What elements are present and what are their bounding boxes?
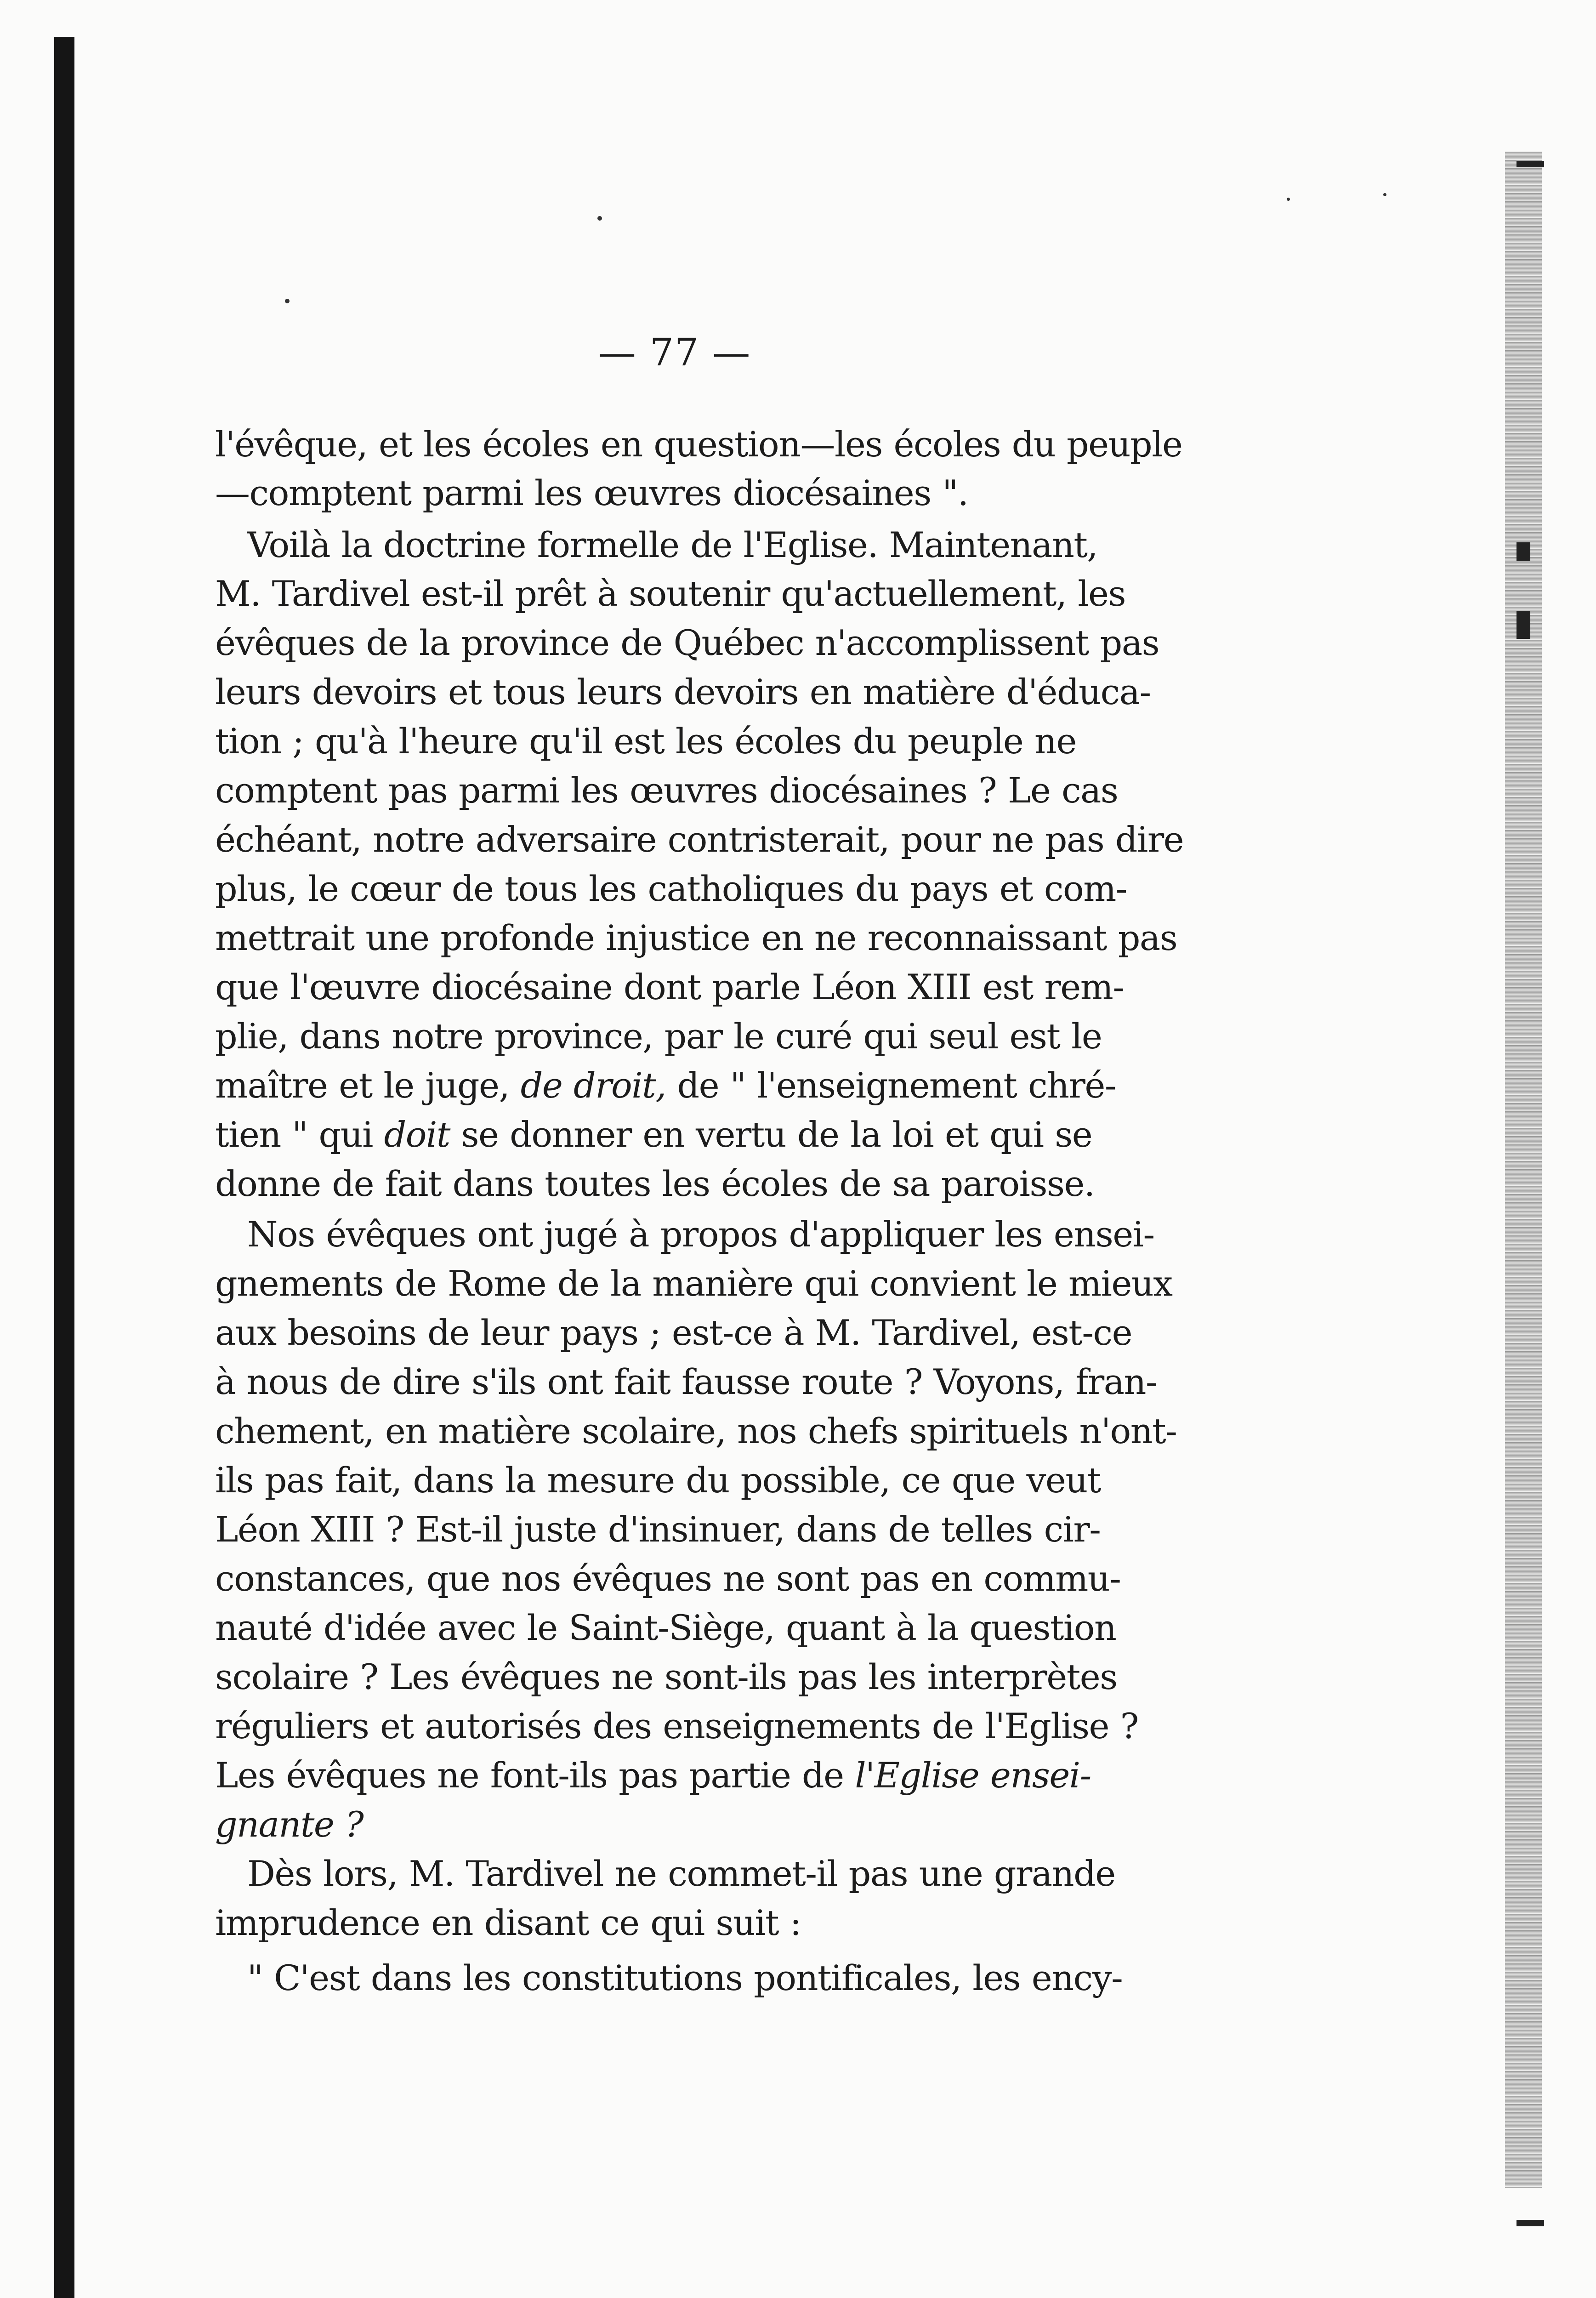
text-run: maître et le juge, xyxy=(215,1065,521,1106)
text-line: mettrait une profonde injustice en ne reconnaissant pas xyxy=(215,917,1177,958)
text-line: comptent pas parmi les œuvres diocésaines ? Le cas xyxy=(215,770,1118,811)
dust-speck xyxy=(1287,198,1290,201)
text-run: Les évêques ne font-ils pas partie de xyxy=(215,1755,855,1796)
edge-mark xyxy=(1516,2220,1544,2226)
text-line: Léon XIII ? Est-il juste d'insinuer, dans de telles cir- xyxy=(215,1509,1101,1550)
edge-mark xyxy=(1516,542,1530,561)
text-line: que l'œuvre diocésaine dont parle Léon XIII est rem- xyxy=(215,967,1124,1007)
dust-speck xyxy=(1383,193,1386,196)
paragraph-start: Nos évêques ont jugé à propos d'appliquer les ensei- xyxy=(247,1214,1154,1255)
text-line: constances, que nos évêques ne sont pas en commu- xyxy=(215,1558,1121,1599)
text-line xyxy=(215,1802,1134,1848)
edge-mark xyxy=(1516,161,1544,167)
text-line: à nous de dire s'ils ont fait fausse route ? Voyons, fran- xyxy=(215,1361,1157,1402)
text-line: scolaire ? Les évêques ne sont-ils pas les interprètes xyxy=(215,1656,1117,1697)
page-number: — 77 — xyxy=(598,331,751,375)
text-run: se donner en vertu de la loi et qui se xyxy=(449,1114,1092,1155)
italic-text: gnante ? xyxy=(215,1804,364,1845)
italic-text: de droit, xyxy=(520,1065,666,1106)
text-line: évêques de la province de Québec n'accomplissent pas xyxy=(215,622,1159,663)
text-line: plie, dans notre province, par le curé qui seul est le xyxy=(215,1016,1102,1057)
text-line: imprudence en disant ce qui suit : xyxy=(215,1902,801,1943)
text-line xyxy=(215,1063,1134,1109)
paragraph-start: Voilà la doctrine formelle de l'Eglise. Maintenant, xyxy=(247,524,1098,565)
text-run: tien " qui xyxy=(215,1114,384,1155)
italic-text: doit xyxy=(384,1114,450,1155)
text-line: nauté d'idée avec le Saint-Siège, quant à la question xyxy=(215,1607,1116,1648)
dust-speck xyxy=(597,216,602,221)
text-line: gnements de Rome de la manière qui convient le mieux xyxy=(215,1263,1172,1304)
edge-mark xyxy=(1516,611,1530,639)
text-line: donne de fait dans toutes les écoles de sa paroisse. xyxy=(215,1163,1095,1204)
text-line: ils pas fait, dans la mesure du possible, ce que veut xyxy=(215,1460,1101,1501)
text-line: l'évêque, et les écoles en question—les écoles du peuple xyxy=(215,424,1182,465)
text-line: leurs devoirs et tous leurs devoirs en matière d'éduca- xyxy=(215,671,1151,712)
text-line: tion ; qu'à l'heure qu'il est les écoles du peuple ne xyxy=(215,721,1076,762)
text-line: échéant, notre adversaire contristerait, pour ne pas dire xyxy=(215,819,1184,860)
quote-start: " C'est dans les constitutions pontificales, les ency- xyxy=(247,1957,1123,1998)
text-line: chement, en matière scolaire, nos chefs spirituels n'ont- xyxy=(215,1411,1177,1451)
text-line xyxy=(215,1752,1134,1798)
dust-speck xyxy=(285,299,290,303)
paragraph-start: Dès lors, M. Tardivel ne commet-il pas une grande xyxy=(247,1853,1115,1894)
text-run: de " l'enseignement chré- xyxy=(665,1065,1116,1106)
text-line: réguliers et autorisés des enseignements de l'Eglise ? xyxy=(215,1706,1138,1746)
text-line: aux besoins de leur pays ; est-ce à M. Tardivel, est-ce xyxy=(215,1312,1132,1353)
binding-edge xyxy=(54,37,74,2298)
italic-text: l'Eglise ensei- xyxy=(855,1755,1091,1796)
text-line: M. Tardivel est-il prêt à soutenir qu'actuellement, les xyxy=(215,573,1126,614)
text-line: plus, le cœur de tous les catholiques du pays et com- xyxy=(215,868,1127,909)
text-line: —comptent parmi les œuvres diocésaines ". xyxy=(215,472,968,513)
text-line xyxy=(215,1112,1134,1158)
scanned-right-edge xyxy=(1505,152,1542,2188)
